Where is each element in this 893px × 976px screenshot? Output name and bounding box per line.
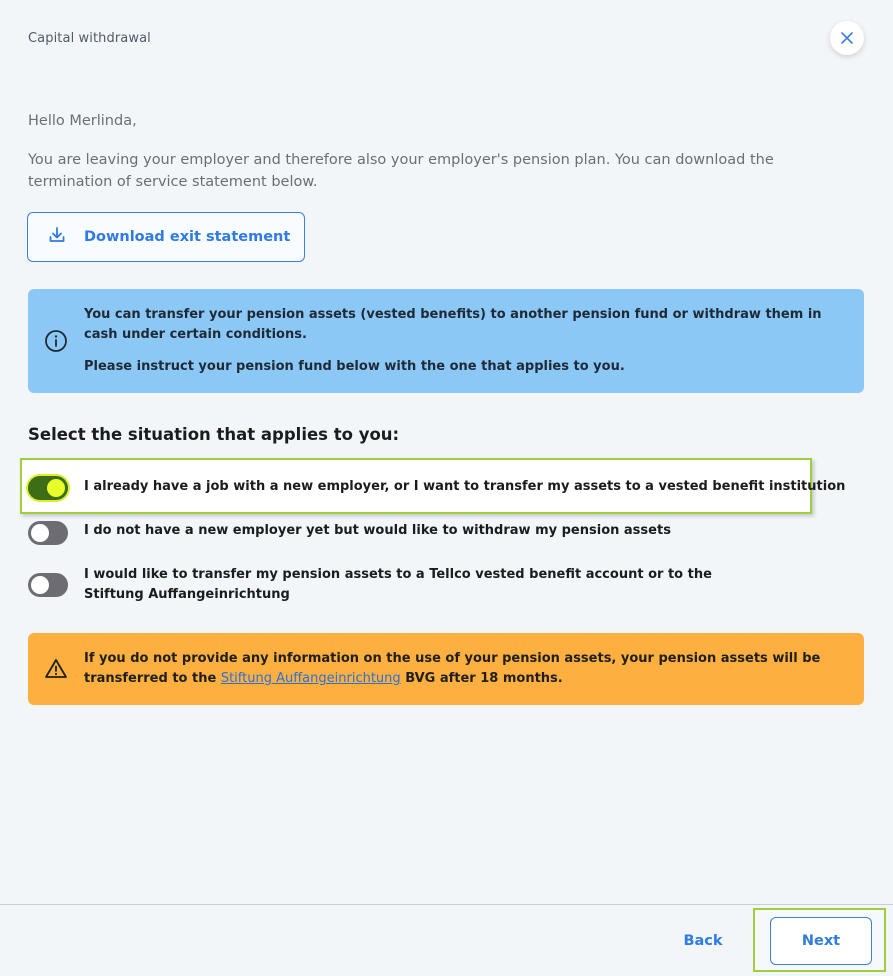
toggle-new-employer[interactable] — [28, 476, 68, 500]
warning-icon — [44, 657, 68, 685]
info-text-primary: You can transfer your pension assets (vested benefits) to another pension fund or withdraw them in cash under certain conditions. — [84, 307, 822, 342]
warning-text — [84, 649, 844, 689]
download-exit-statement-button[interactable] — [27, 212, 305, 262]
footer-divider — [0, 904, 893, 905]
warning-banner — [28, 633, 864, 705]
back-button[interactable]: Back — [683, 933, 723, 949]
close-icon — [841, 29, 853, 48]
dialog-title: Capital withdrawal — [28, 31, 151, 46]
download-button-label: Download exit statement — [84, 229, 291, 245]
intro-text: You are leaving your employer and therefore also your employer's pension plan. You can download the termination of service statement below. — [28, 152, 774, 190]
section-title: Select the situation that applies to you: — [28, 425, 400, 444]
toggle-withdraw[interactable] — [28, 521, 68, 545]
option-tellco-transfer[interactable] — [28, 567, 764, 605]
warning-text-after: BVG after 18 months. — [400, 671, 563, 686]
download-icon — [48, 226, 66, 248]
stiftung-auffangeinrichtung-link[interactable]: Stiftung Auffangeinrichtung — [220, 671, 401, 686]
toggle-knob — [31, 524, 49, 542]
greeting-text: Hello Merlinda, — [28, 113, 137, 129]
option-label: I do not have a new employer yet but would like to withdraw my pension assets — [84, 523, 671, 538]
info-banner — [28, 289, 864, 393]
warning-text-before: If you do not provide any information on the use of your pension assets, your pension assets will be transferred to the — [84, 651, 821, 686]
toggle-knob — [47, 479, 65, 497]
option-label: I already have a job with a new employer, or I want to transfer my assets to a vested benefit institution — [84, 479, 846, 494]
option-new-employer[interactable] — [28, 476, 845, 500]
info-text-secondary: Please instruct your pension fund below with the one that applies to you. — [84, 359, 625, 374]
info-icon — [44, 329, 68, 357]
option-withdraw[interactable] — [28, 521, 671, 545]
close-button[interactable] — [830, 21, 864, 55]
toggle-tellco-transfer[interactable] — [28, 573, 68, 597]
next-button[interactable]: Next — [770, 917, 872, 965]
option-label: I would like to transfer my pension assets to a Tellco vested benefit account or to the Stiftung Auffangeinrichtung — [84, 567, 712, 602]
toggle-knob — [31, 576, 49, 594]
